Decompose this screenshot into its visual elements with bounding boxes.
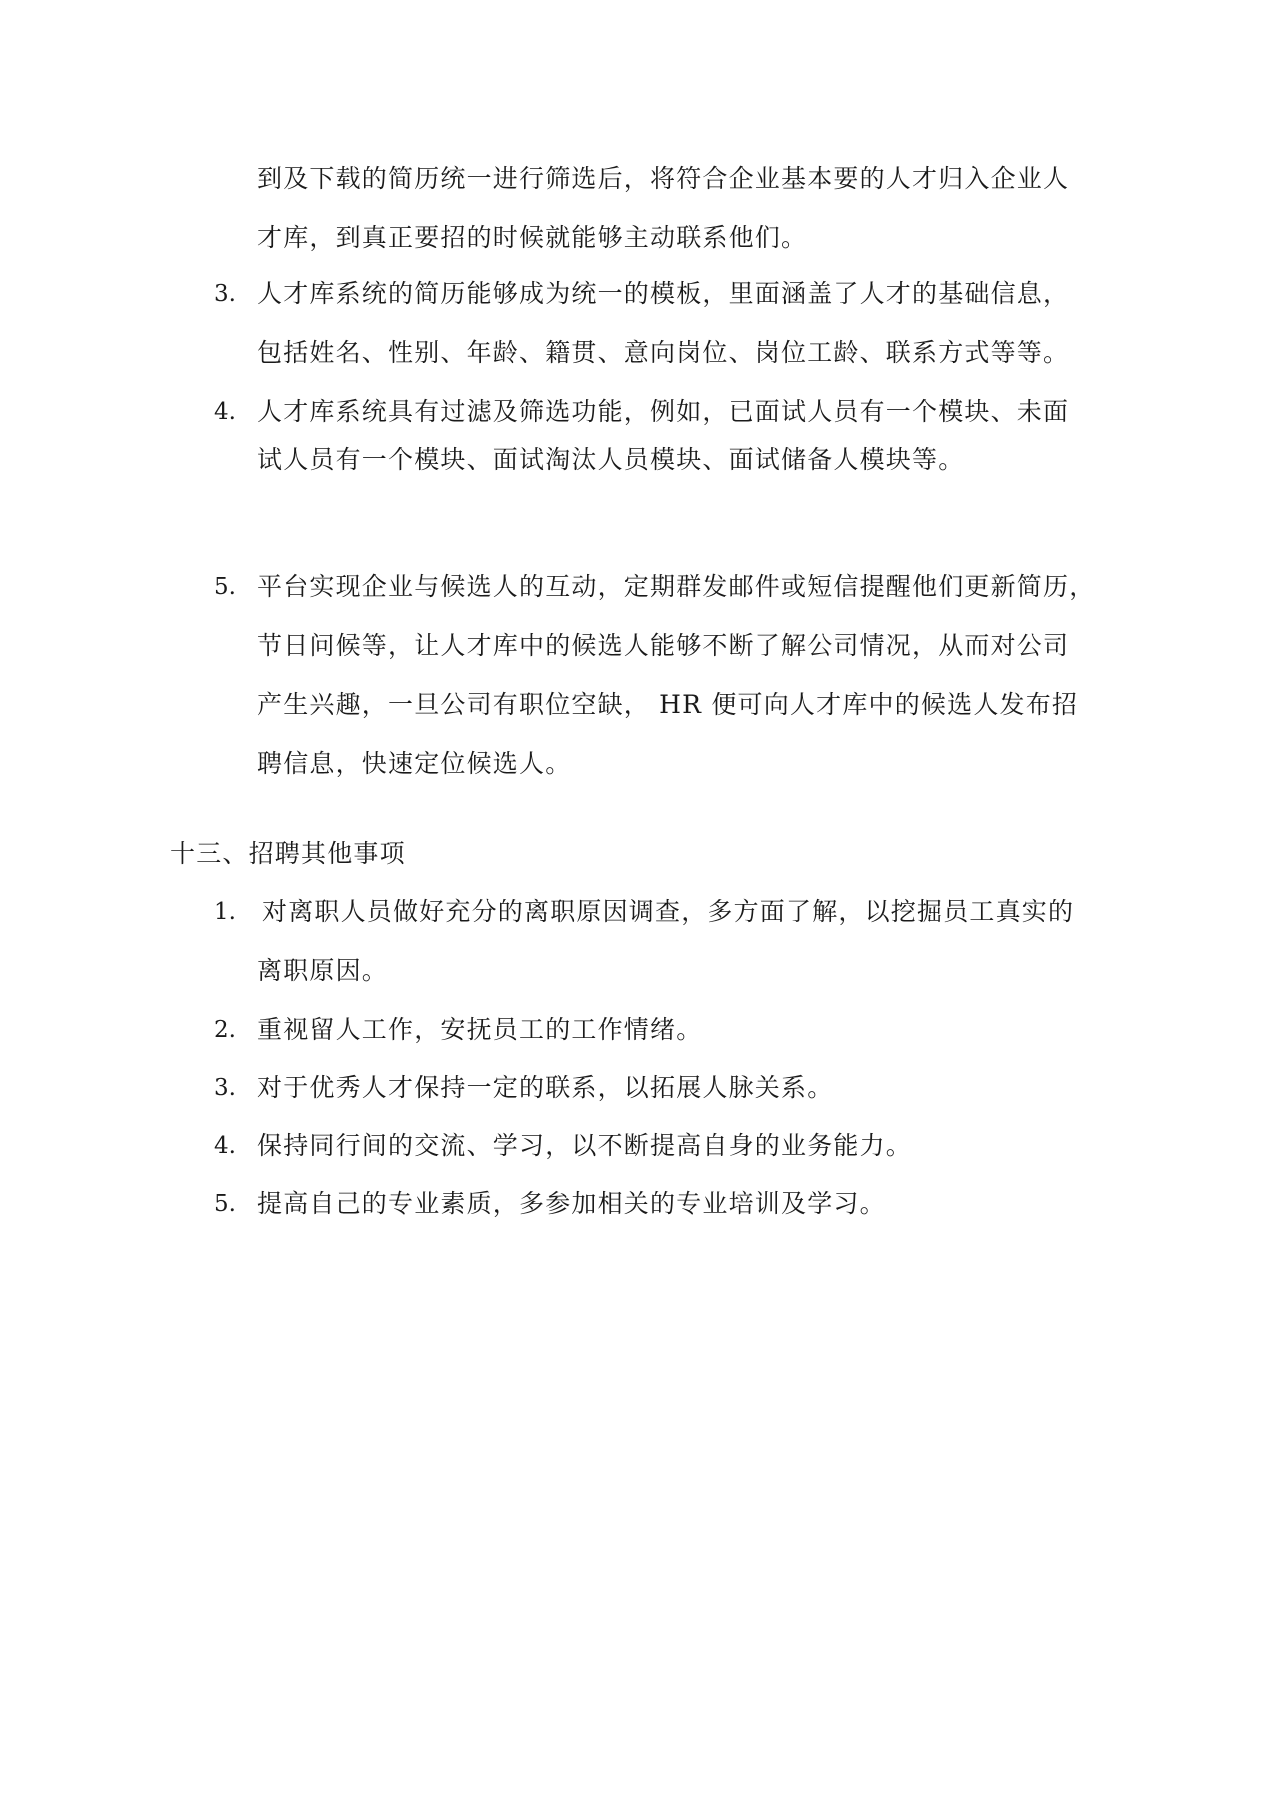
list-item-line: 离职原因。 [257,956,389,985]
list-item-line: 人才库系统具有过滤及筛选功能，例如，已面试人员有一个模块、未面 [257,397,1070,426]
list-item-number: 5. [214,574,236,600]
list-item-number: 3. [214,1075,236,1101]
list-item-line: 重视留人工作，安抚员工的工作情绪。 [257,1015,703,1044]
list-item-number: 5. [214,1191,236,1217]
section-heading: 十三、招聘其他事项 [170,839,406,868]
list-item-line: 试人员有一个模块、面试淘汰人员模块、面试储备人模块等。 [257,445,965,474]
list-item-number: 4. [214,1133,236,1159]
list-item-line: 对离职人员做好充分的离职原因调查，多方面了解，以挖掘员工真实的 [262,897,1075,926]
list-item-line: 提高自己的专业素质，多参加相关的专业培训及学习。 [257,1189,886,1218]
list-item-number: 1. [214,899,236,925]
list-item-line: 平台实现企业与候选人的互动，定期群发邮件或短信提醒他们更新简历， [257,572,1096,601]
list-item-number: 4. [214,399,236,425]
list-item-line: 节日问候等，让人才库中的候选人能够不断了解公司情况，从而对公司 [257,631,1070,660]
list-item-line: 包括姓名、性别、年龄、籍贯、意向岗位、岗位工龄、联系方式等等。 [257,338,1070,367]
list-item-line: 产生兴趣，一旦公司有职位空缺， HR 便可向人才库中的候选人发布招 [257,690,1079,719]
continuation-line-2: 才库，到真正要招的时候就能够主动联系他们。 [257,223,808,252]
list-item-line: 聘信息，快速定位候选人。 [257,749,572,778]
list-item-number: 2. [214,1017,236,1043]
continuation-line-1: 到及下载的简历统一进行筛选后，将符合企业基本要的人才归入企业人 [257,164,1070,193]
list-item-line: 对于优秀人才保持一定的联系，以拓展人脉关系。 [257,1073,834,1102]
list-item-number: 3. [214,281,236,307]
list-item-line: 人才库系统的简历能够成为统一的模板，里面涵盖了人才的基础信息， [257,279,1070,308]
list-item-line: 保持同行间的交流、学习，以不断提高自身的业务能力。 [257,1131,913,1160]
